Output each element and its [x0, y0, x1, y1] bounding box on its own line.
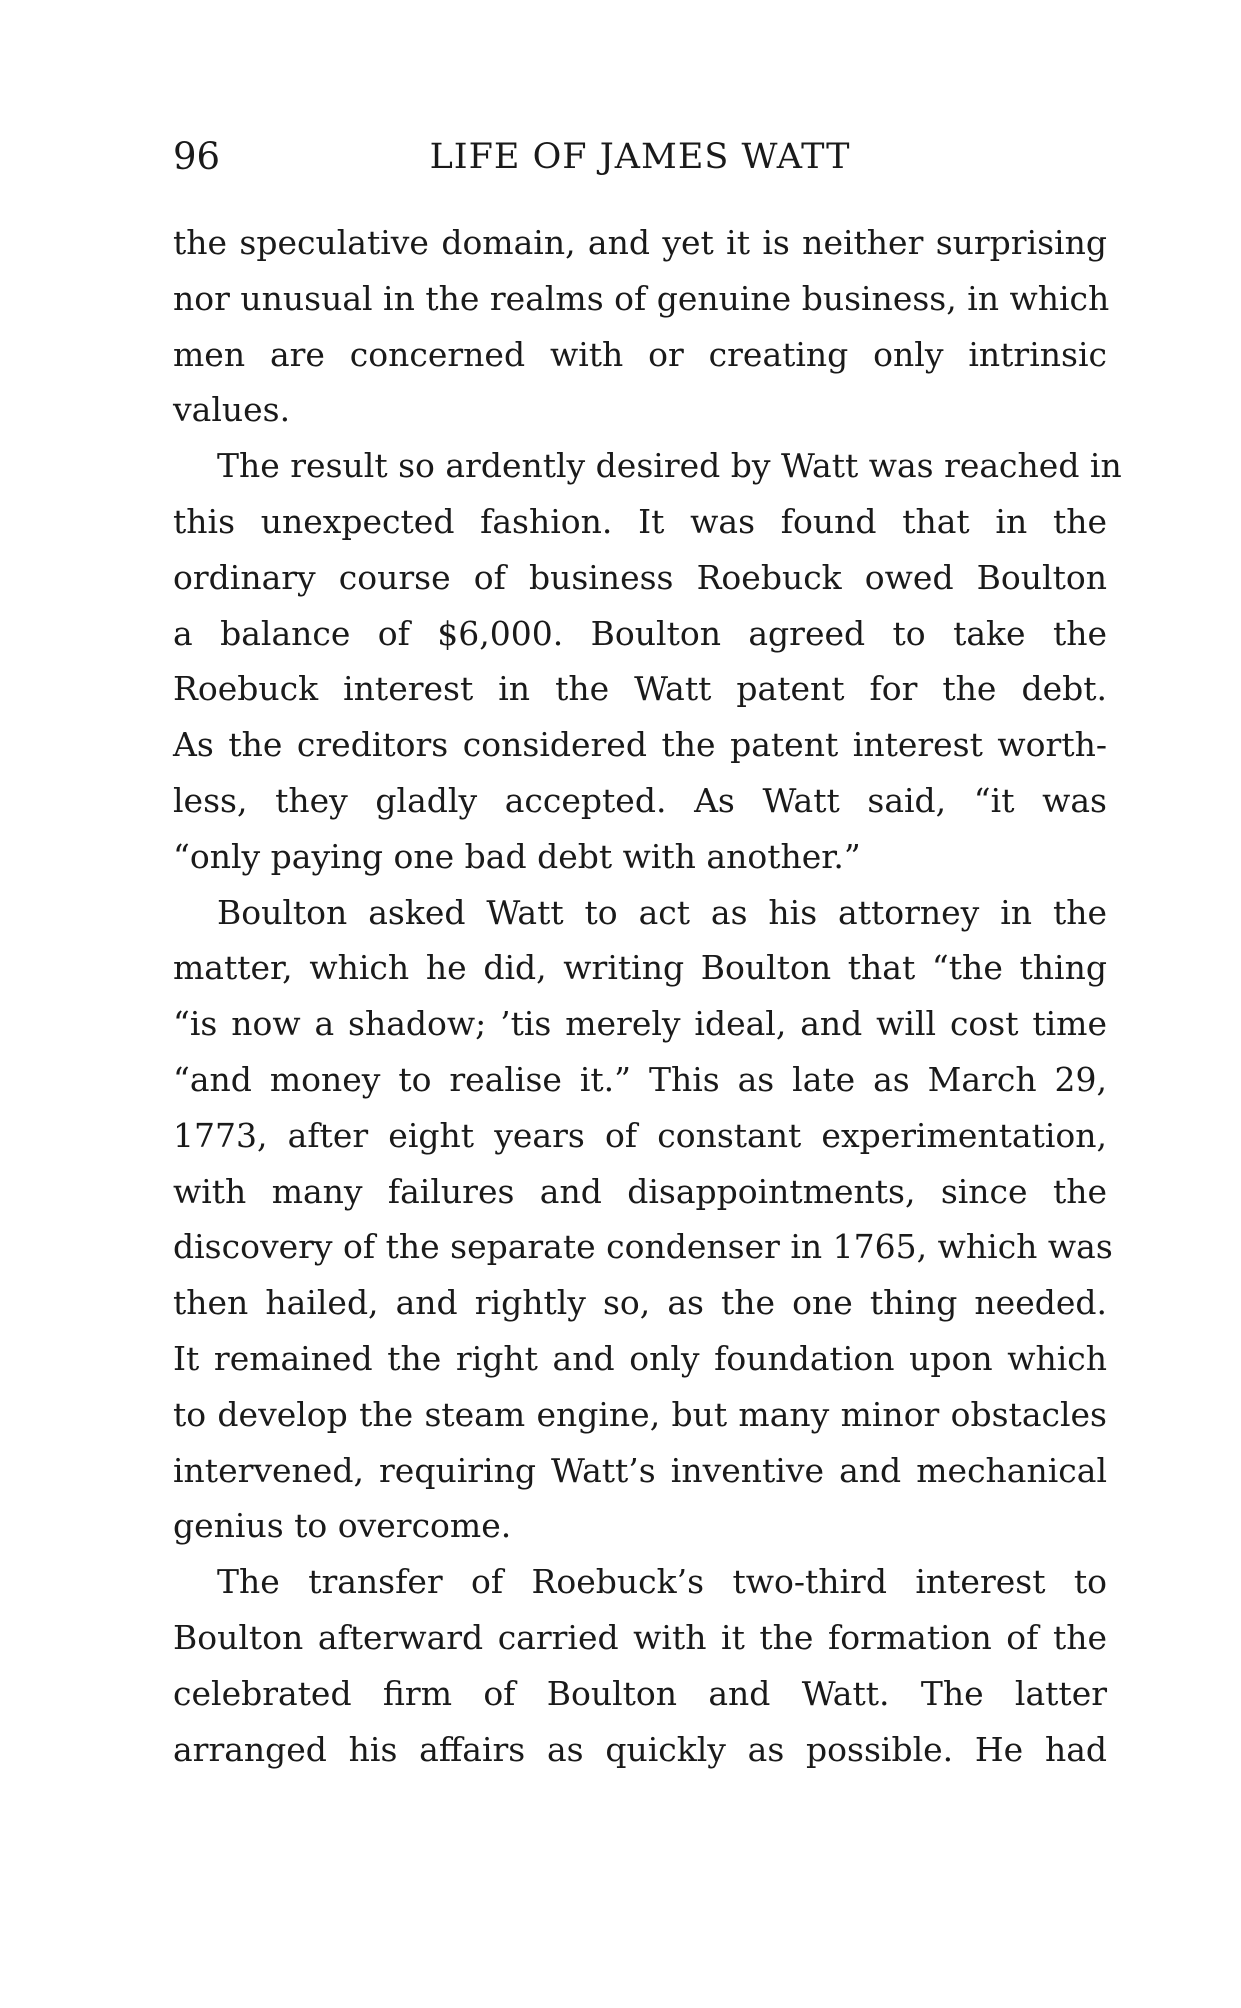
text-line: the speculative domain, and yet it is neither surprising	[173, 223, 1107, 262]
text-line: As the creditors considered the patent interest worth-	[173, 725, 1107, 765]
text-line: nor unusual in the realms of genuine business, in which	[173, 278, 1110, 318]
text-line: arranged his affairs as quickly as possible. He had	[173, 1729, 1107, 1769]
text-line: genius to overcome.	[173, 1506, 512, 1546]
text-line: discovery of the separate condenser in 1765, which was	[173, 1227, 1113, 1267]
text-line: less, they gladly accepted. As Watt said, “it was	[173, 780, 1107, 820]
text-line: It remained the right and only foundation upon which	[173, 1338, 1107, 1378]
paragraph-first-line: Boulton asked Watt to act as his attorney in the	[217, 892, 1107, 932]
page-header	[173, 133, 1107, 181]
text-line: matter, which he did, writing Boulton that “the thing	[173, 948, 1107, 988]
text-line: with many failures and disappointments, since the	[173, 1171, 1107, 1211]
text-line: men are concerned with or creating only intrinsic	[173, 334, 1107, 374]
text-line: ordinary course of business Roebuck owed Boulton	[173, 557, 1107, 597]
text-line: to develop the steam engine, but many minor obstacles	[173, 1394, 1107, 1434]
text-line: “only paying one bad debt with another.”	[173, 836, 861, 876]
text-line: “and money to realise it.” This as late as March 29,	[173, 1059, 1107, 1099]
text-line: this unexpected fashion. It was found that in the	[173, 501, 1107, 541]
text-line: celebrated firm of Boulton and Watt. The latter	[173, 1673, 1107, 1713]
text-line: Boulton afterward carried with it the formation of the	[173, 1617, 1107, 1657]
body-text	[173, 215, 1122, 1777]
text-line: intervened, requiring Watt’s inventive and mechanical	[173, 1450, 1107, 1490]
paragraph-first-line: The result so ardently desired by Watt was reached in	[217, 446, 1122, 486]
running-title: LIFE OF JAMES WATT	[429, 137, 851, 177]
paragraph-first-line: The transfer of Roebuck’s two-third interest to	[217, 1562, 1107, 1602]
text-line: then hailed, and rightly so, as the one thing needed.	[173, 1283, 1107, 1323]
text-line: a balance of $6,000. Boulton agreed to take the	[173, 613, 1107, 653]
text-line: Roebuck interest in the Watt patent for the debt.	[173, 669, 1107, 709]
text-line: “is now a shadow; ’tis merely ideal, and will cost time	[173, 1004, 1107, 1044]
text-line: 1773, after eight years of constant experimentation,	[173, 1115, 1107, 1155]
text-line: values.	[173, 390, 291, 430]
page-number: 96	[173, 135, 221, 178]
